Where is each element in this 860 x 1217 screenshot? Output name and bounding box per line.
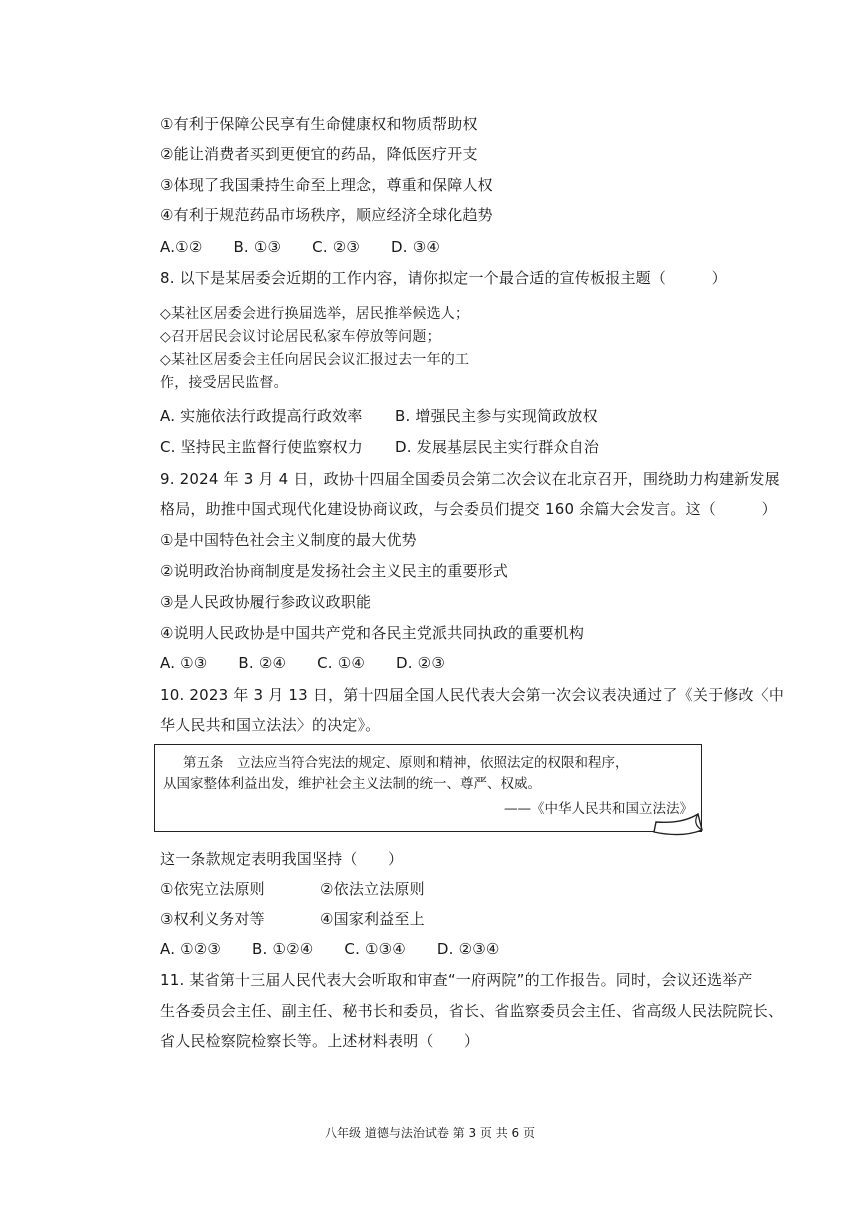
q9-statement-1: ①是中国特色社会主义制度的最大优势 xyxy=(160,531,417,549)
q11-line1: 11. 某省第十三届人民代表大会听取和审查“一府两院”的工作报告。同时，会议还选举产 xyxy=(160,971,753,989)
q9-stem-line1: 9. 2024 年 3 月 4 日，政协十四届全国委员会第二次会议在北京召开，围绕助力构建新发展 xyxy=(160,470,780,488)
law-quote-box xyxy=(154,744,702,832)
q9-statement-2: ②说明政治协商制度是发扬社会主义民主的重要形式 xyxy=(160,562,509,580)
q10-statement-4: ④国家利益至上 xyxy=(319,910,425,928)
q11-line2: 生各委员会主任、副主任、秘书长和委员，省长、省监察委员会主任、省高级人民法院院长、 xyxy=(160,1002,784,1020)
q8-item-4: 作，接受居民监督。 xyxy=(160,375,288,391)
q10-statement-2: ②依法立法原则 xyxy=(319,880,425,898)
law-quote-source: ——《中华人民共和国立法法》 xyxy=(504,801,693,817)
q7-statement-3: ③体现了我国秉持生命至上理念，尊重和保障人权 xyxy=(160,176,493,194)
q11-line3: 省人民检察院检察长等。上述材料表明（ ） xyxy=(160,1032,480,1050)
q8-item-3: ◇某社区居委会主任向居民会议汇报过去一年的工 xyxy=(160,352,470,368)
q8-item-2: ◇召开居民会议讨论居民私家车停放等问题； xyxy=(160,329,441,345)
q8-options-row2 xyxy=(160,436,625,458)
q10-statements-row1 xyxy=(160,878,550,900)
q9-option-d: D. ②③ xyxy=(395,654,445,672)
q10-options xyxy=(160,938,526,960)
q10-option-b: B. ①②④ xyxy=(252,940,314,958)
q9-option-b: B. ②④ xyxy=(238,654,287,672)
q8-options-row1 xyxy=(160,405,625,427)
q10-statements-row2 xyxy=(160,908,550,930)
q9-option-a: A. ①③ xyxy=(160,654,208,672)
q10-option-c: C. ①③④ xyxy=(344,940,406,958)
q9-stem-line2: 格局，助推中国式现代化建设协商议政，与会委员们提交 160 余篇大会发言。这（ ） xyxy=(160,500,777,518)
q9-options xyxy=(160,652,471,674)
q7-statement-1: ①有利于保障公民享有生命健康权和物质帮助权 xyxy=(160,115,478,133)
q10-statement-1: ①依宪立法原则 xyxy=(160,880,265,898)
q8-option-c: C. 坚持民主监督行使监察权力 xyxy=(160,438,364,456)
q10-statement-3: ③权利义务对等 xyxy=(160,910,265,928)
q9-option-c: C. ①④ xyxy=(317,654,366,672)
q8-stem: 8. 以下是某居委会近期的工作内容，请你拟定一个最合适的宣传板报主题（ ） xyxy=(160,269,727,287)
q10-option-a: A. ①②③ xyxy=(160,940,222,958)
page-footer: 八年级 道德与法治试卷 第 3 页 共 6 页 xyxy=(325,1126,535,1140)
q7-options xyxy=(160,236,466,258)
page-curl-icon xyxy=(652,800,712,840)
q10-question: 这一条款规定表明我国坚持（ ） xyxy=(160,850,404,868)
q8-option-a: A. 实施依法行政提高行政效率 xyxy=(160,407,363,425)
q8-item-1: ◇某社区居委会进行换届选举，居民推举候选人； xyxy=(160,306,470,322)
q7-option-b: B. ①③ xyxy=(233,238,282,256)
q8-option-d: D. 发展基层民主实行群众自治 xyxy=(394,438,600,456)
q10-stem-line1: 10. 2023 年 3 月 13 日，第十四届全国人民代表大会第一次会议表决通过了《关于修改〈中 xyxy=(160,686,785,704)
q7-option-a: A.①② xyxy=(160,238,203,256)
q7-statement-4: ④有利于规范药品市场秩序，顺应经济全球化趋势 xyxy=(160,206,493,224)
q9-statement-3: ③是人民政协履行参政议政职能 xyxy=(160,593,372,611)
q7-option-c: C. ②③ xyxy=(312,238,361,256)
law-quote-line1: 第五条 立法应当符合宪法的规定、原则和精神，依照法定的权限和程序， xyxy=(183,755,629,771)
q8-option-b: B. 增强民主参与实现简政放权 xyxy=(394,407,598,425)
q7-option-d: D. ③④ xyxy=(391,238,440,256)
q9-statement-4: ④说明人民政协是中国共产党和各民主党派共同执政的重要机构 xyxy=(160,624,585,642)
law-quote-line2: 从国家整体利益出发，维护社会主义法制的统一、尊严、权威。 xyxy=(163,776,541,792)
q10-stem-line2: 华人民共和国立法法〉的决定》。 xyxy=(160,716,381,734)
q10-option-d: D. ②③④ xyxy=(436,940,500,958)
q7-statement-2: ②能让消费者买到更便宜的药品，降低医疗开支 xyxy=(160,145,478,163)
